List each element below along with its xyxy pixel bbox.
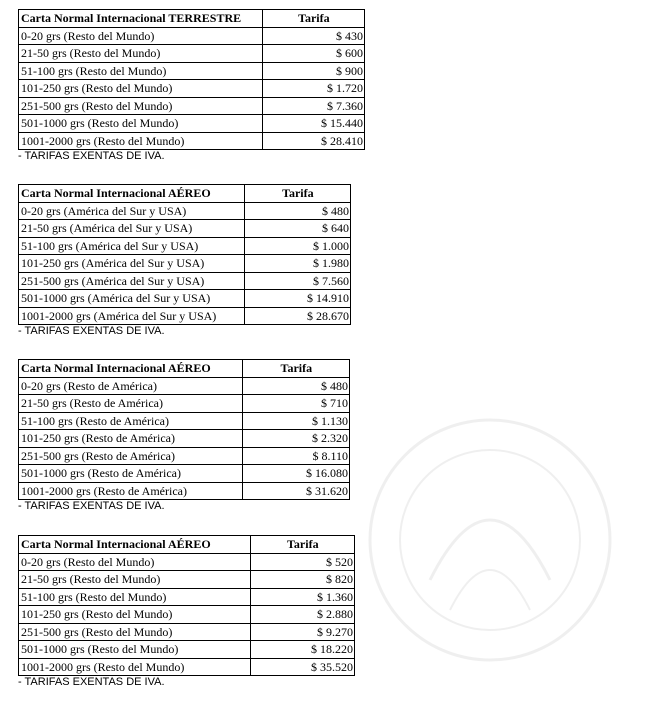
fee-column-header: Tarifa xyxy=(250,536,354,554)
fee-column-header: Tarifa xyxy=(244,185,350,203)
fee-cell: $ 480 xyxy=(242,377,349,395)
table-row xyxy=(19,395,350,413)
rate-table xyxy=(18,359,350,500)
fee-cell: $ 28.670 xyxy=(244,307,350,325)
table-row xyxy=(19,553,355,571)
table-row xyxy=(19,412,350,430)
table-row xyxy=(19,80,365,98)
vat-exempt-note: - TARIFAS EXENTAS DE IVA. xyxy=(18,150,165,162)
weight-range-cell: 0-20 grs (Resto del Mundo) xyxy=(19,27,263,45)
table-row xyxy=(19,97,365,115)
fee-cell: $ 480 xyxy=(244,202,350,220)
fee-cell: $ 9.270 xyxy=(250,623,354,641)
weight-range-cell: 251-500 grs (Resto del Mundo) xyxy=(19,623,251,641)
table-title: Carta Normal Internacional AÉREO xyxy=(19,536,251,554)
table-row xyxy=(19,237,351,255)
fee-cell: $ 1.360 xyxy=(250,588,354,606)
fee-cell: $ 600 xyxy=(262,45,364,63)
weight-range-cell: 51-100 grs (Resto del Mundo) xyxy=(19,62,263,80)
fee-cell: $ 520 xyxy=(250,553,354,571)
weight-range-cell: 0-20 grs (América del Sur y USA) xyxy=(19,202,245,220)
weight-range-cell: 101-250 grs (Resto del Mundo) xyxy=(19,606,251,624)
weight-range-cell: 101-250 grs (Resto de América) xyxy=(19,430,243,448)
fee-cell: $ 28.410 xyxy=(262,132,364,150)
table-row xyxy=(19,606,355,624)
weight-range-cell: 251-500 grs (América del Sur y USA) xyxy=(19,272,245,290)
weight-range-cell: 21-50 grs (América del Sur y USA) xyxy=(19,220,245,238)
weight-range-cell: 501-1000 grs (América del Sur y USA) xyxy=(19,290,245,308)
rate-table xyxy=(18,535,355,676)
fee-column-header: Tarifa xyxy=(242,360,349,378)
fee-cell: $ 2.320 xyxy=(242,430,349,448)
table-row xyxy=(19,465,350,483)
table-row xyxy=(19,220,351,238)
weight-range-cell: 1001-2000 grs (América del Sur y USA) xyxy=(19,307,245,325)
fee-cell: $ 2.880 xyxy=(250,606,354,624)
fee-cell: $ 900 xyxy=(262,62,364,80)
fee-cell: $ 1.980 xyxy=(244,255,350,273)
fee-cell: $ 820 xyxy=(250,571,354,589)
table-row xyxy=(19,377,350,395)
fee-cell: $ 640 xyxy=(244,220,350,238)
weight-range-cell: 251-500 grs (Resto del Mundo) xyxy=(19,97,263,115)
weight-range-cell: 51-100 grs (América del Sur y USA) xyxy=(19,237,245,255)
table-title: Carta Normal Internacional AÉREO xyxy=(19,360,243,378)
rate-table xyxy=(18,184,351,325)
fee-cell: $ 7.360 xyxy=(262,97,364,115)
fee-column-header: Tarifa xyxy=(262,10,364,28)
vat-exempt-note: - TARIFAS EXENTAS DE IVA. xyxy=(18,676,165,688)
weight-range-cell: 1001-2000 grs (Resto del Mundo) xyxy=(19,658,251,676)
vat-exempt-note: - TARIFAS EXENTAS DE IVA. xyxy=(18,325,165,337)
weight-range-cell: 21-50 grs (Resto de América) xyxy=(19,395,243,413)
fee-cell: $ 8.110 xyxy=(242,447,349,465)
fee-cell: $ 7.560 xyxy=(244,272,350,290)
weight-range-cell: 51-100 grs (Resto del Mundo) xyxy=(19,588,251,606)
table-row xyxy=(19,45,365,63)
fee-cell: $ 15.440 xyxy=(262,115,364,133)
table-row xyxy=(19,202,351,220)
table-row xyxy=(19,115,365,133)
weight-range-cell: 501-1000 grs (Resto de América) xyxy=(19,465,243,483)
table-row xyxy=(19,658,355,676)
table-row xyxy=(19,255,351,273)
weight-range-cell: 0-20 grs (Resto de América) xyxy=(19,377,243,395)
weight-range-cell: 21-50 grs (Resto del Mundo) xyxy=(19,571,251,589)
rate-block-aereo-sudamerica-usa xyxy=(18,184,351,338)
table-row xyxy=(19,62,365,80)
table-title: Carta Normal Internacional TERRESTRE xyxy=(19,10,263,28)
rate-block-terrestre xyxy=(18,9,365,163)
fee-cell: $ 35.520 xyxy=(250,658,354,676)
table-row xyxy=(19,27,365,45)
weight-range-cell: 101-250 grs (América del Sur y USA) xyxy=(19,255,245,273)
fee-cell: $ 430 xyxy=(262,27,364,45)
table-title: Carta Normal Internacional AÉREO xyxy=(19,185,245,203)
fee-cell: $ 14.910 xyxy=(244,290,350,308)
weight-range-cell: 251-500 grs (Resto de América) xyxy=(19,447,243,465)
fee-cell: $ 1.000 xyxy=(244,237,350,255)
rate-block-aereo-resto-mundo xyxy=(18,535,355,689)
fee-cell: $ 710 xyxy=(242,395,349,413)
fee-cell: $ 1.720 xyxy=(262,80,364,98)
rate-block-aereo-resto-america xyxy=(18,359,350,513)
weight-range-cell: 501-1000 grs (Resto del Mundo) xyxy=(19,115,263,133)
vat-exempt-note: - TARIFAS EXENTAS DE IVA. xyxy=(18,500,165,512)
table-row xyxy=(19,132,365,150)
fee-cell: $ 16.080 xyxy=(242,465,349,483)
table-row xyxy=(19,623,355,641)
table-row xyxy=(19,482,350,500)
fee-cell: $ 1.130 xyxy=(242,412,349,430)
weight-range-cell: 101-250 grs (Resto del Mundo) xyxy=(19,80,263,98)
weight-range-cell: 21-50 grs (Resto del Mundo) xyxy=(19,45,263,63)
weight-range-cell: 501-1000 grs (Resto del Mundo) xyxy=(19,641,251,659)
weight-range-cell: 1001-2000 grs (Resto del Mundo) xyxy=(19,132,263,150)
weight-range-cell: 0-20 grs (Resto del Mundo) xyxy=(19,553,251,571)
table-row xyxy=(19,447,350,465)
table-row xyxy=(19,588,355,606)
table-row xyxy=(19,290,351,308)
rate-table xyxy=(18,9,365,150)
fee-cell: $ 18.220 xyxy=(250,641,354,659)
table-row xyxy=(19,430,350,448)
table-row xyxy=(19,272,351,290)
table-row xyxy=(19,571,355,589)
weight-range-cell: 51-100 grs (Resto de América) xyxy=(19,412,243,430)
table-row xyxy=(19,641,355,659)
fee-cell: $ 31.620 xyxy=(242,482,349,500)
watermark-seal-icon xyxy=(340,380,640,700)
table-row xyxy=(19,307,351,325)
weight-range-cell: 1001-2000 grs (Resto de América) xyxy=(19,482,243,500)
